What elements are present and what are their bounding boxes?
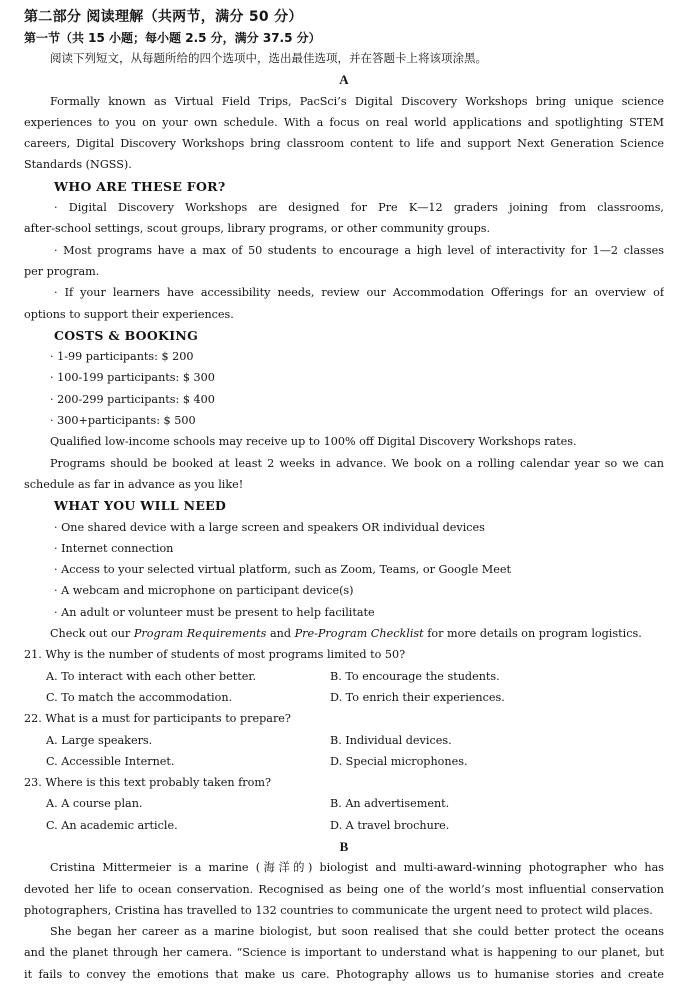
passage-a-label: A <box>339 72 349 88</box>
who-heading: WHO ARE THESE FOR? <box>54 178 226 194</box>
need-item: · One shared device with a large screen and speakers OR individual devices <box>54 520 485 534</box>
passage-a-intro-line: Formally known as Virtual Field Trips, PacSci’s Digital Discovery Workshops bring unique science <box>50 94 664 108</box>
option-b[interactable]: B. Individual devices. <box>330 733 452 747</box>
program-requirements-link: Program Requirements <box>133 627 267 641</box>
price-item: · 1-99 participants: $ 200 <box>50 350 194 364</box>
need-item: · A webcam and microphone on participant device(s) <box>54 584 354 598</box>
option-c[interactable]: C. An academic article. <box>46 818 178 832</box>
question-options-row <box>24 815 664 836</box>
check-out-text: and <box>266 627 295 641</box>
question-options-row <box>24 687 664 708</box>
who-line: · Digital Discovery Workshops are designed for Pre K—12 graders joining from classrooms, <box>54 201 664 215</box>
who-line: · If your learners have accessibility needs, review our Accommodation Offerings for an overview of <box>54 286 664 300</box>
option-b[interactable]: B. An advertisement. <box>330 797 450 811</box>
check-out-text: Check out our <box>50 627 134 641</box>
option-a[interactable]: A. A course plan. <box>46 797 143 811</box>
option-a[interactable]: A. Large speakers. <box>46 733 153 747</box>
price-item: · 200-299 participants: $ 400 <box>50 392 215 406</box>
option-d[interactable]: D. Special microphones. <box>330 754 468 768</box>
question-options-row <box>24 666 664 687</box>
option-c[interactable]: C. Accessible Internet. <box>46 754 175 768</box>
who-line: · Most programs have a max of 50 students to encourage a high level of interactivity for 1—2 classes <box>54 243 664 257</box>
passage-b-line: and the planet through her camera. “Science is important to understand what is happening to our planet, but <box>24 946 664 960</box>
passage-b-label: B <box>339 838 349 854</box>
question-options-row <box>24 793 664 814</box>
booking-line: Programs should be booked at least 2 weeks in advance. We book on a rolling calendar year so we can <box>50 456 664 470</box>
who-line: after-school settings, scout groups, library programs, or other community groups. <box>24 222 491 236</box>
price-item: · 300+participants: $ 500 <box>50 414 196 428</box>
need-item: · An adult or volunteer must be present to help facilitate <box>54 605 375 619</box>
passage-a-intro-line: Standards (NGSS). <box>24 158 132 172</box>
part-header: 第二部分 阅读理解（共两节，满分 50 分） <box>24 9 303 25</box>
question-options-row <box>24 730 664 751</box>
passage-a-intro-line: experiences to you on your own schedule. With a focus on real world applications and spotlighting STEM <box>24 115 664 129</box>
booking-line: schedule as far in advance as you like! <box>24 477 244 491</box>
option-d[interactable]: D. To enrich their experiences. <box>330 690 505 704</box>
check-out-line <box>24 623 664 644</box>
pre-program-checklist-link: Pre-Program Checklist <box>294 627 424 641</box>
instructions: 阅读下列短文，从每题所给的四个选项中，选出最佳选项，并在答题卡上将该项涂黑。 <box>50 51 487 65</box>
costs-heading: COSTS & BOOKING <box>54 327 199 343</box>
need-item: · Access to your selected virtual platform, such as Zoom, Teams, or Google Meet <box>54 563 512 577</box>
option-a[interactable]: A. To interact with each other better. <box>46 669 257 683</box>
option-d[interactable]: D. A travel brochure. <box>330 818 450 832</box>
question-stem: 23. Where is this text probably taken from? <box>24 776 271 790</box>
option-c[interactable]: C. To match the accommodation. <box>46 690 233 704</box>
question-stem: 21. Why is the number of students of most programs limited to 50? <box>24 648 406 662</box>
option-b[interactable]: B. To encourage the students. <box>330 669 500 683</box>
question-options-row <box>24 751 664 772</box>
passage-b-line: it fails to convey the emotions that make us care. Photography allows us to humanise stories and create <box>24 967 664 981</box>
passage-b-line: Cristina Mittermeier is a marine (海洋的) biologist and multi-award-winning photographer who has <box>50 861 664 875</box>
who-line: options to support their experiences. <box>24 307 234 321</box>
passage-b-line: devoted her life to ocean conservation. Recognised as being one of the world’s most influential conservation <box>24 882 664 896</box>
who-line: per program. <box>24 264 100 278</box>
need-heading: WHAT YOU WILL NEED <box>54 498 227 514</box>
need-item: · Internet connection <box>54 541 174 555</box>
question-stem: 22. What is a must for participants to prepare? <box>24 712 291 726</box>
passage-b-line: photographers, Cristina has travelled to 132 countries to communicate the urgent need to protect wild places. <box>24 903 653 917</box>
check-out-text: for more details on program logistics. <box>423 627 642 641</box>
passage-b-line: She began her career as a marine biologist, but soon realised that she could better protect the oceans <box>50 925 664 939</box>
discount-text: Qualified low-income schools may receive up to 100% off Digital Discovery Workshops rates. <box>50 435 577 449</box>
passage-a-intro-line: careers, Digital Discovery Workshops bring classroom content to life and support Next Generation Science <box>24 137 664 151</box>
price-item: · 100-199 participants: $ 300 <box>50 371 215 385</box>
section-header: 第一节（共 15 小题；每小题 2.5 分，满分 37.5 分） <box>24 31 321 45</box>
